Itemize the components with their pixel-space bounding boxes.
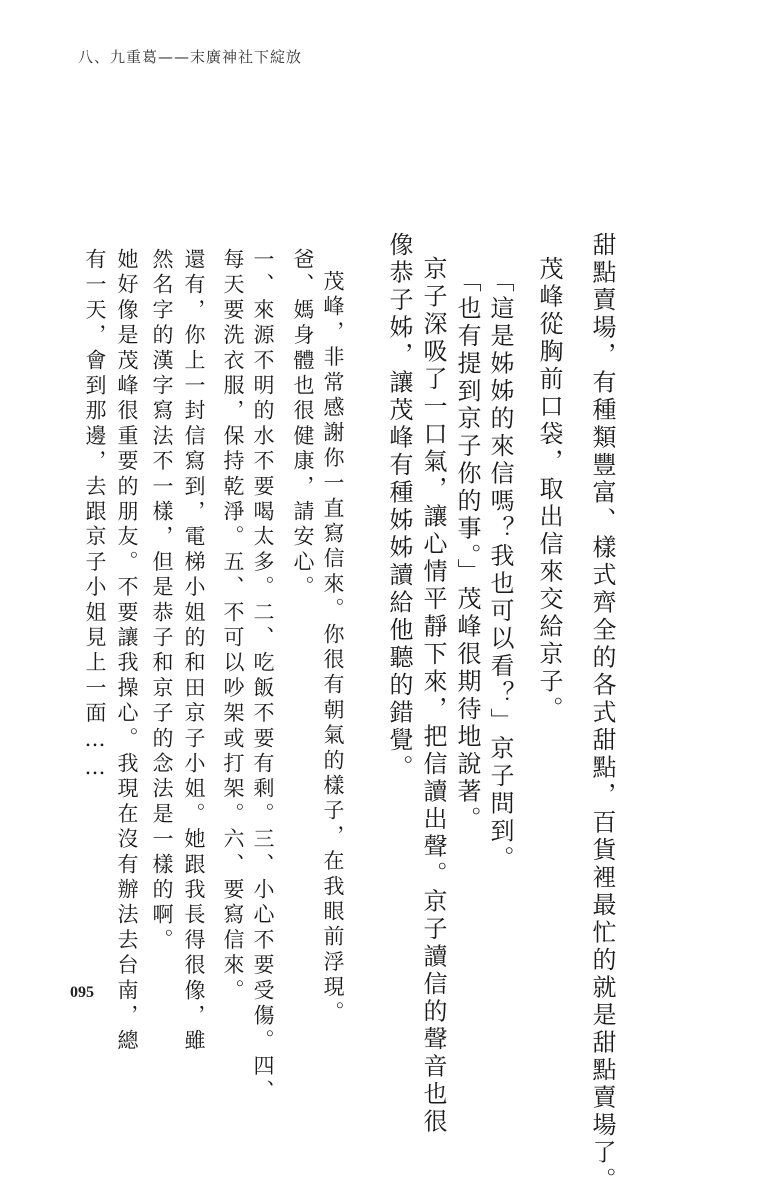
running-header: 八、九重葛——末廣神社下綻放 — [78, 48, 303, 66]
paragraph-column-1: 甜點賣場，有種類豐富、樣式齊全的各式甜點，百貨裡最忙的就是甜點賣場了。 — [588, 232, 616, 1195]
paragraph-column-4: 像恭子姊，讓茂峰有種姊姊讀給他聽的錯覺。 — [385, 232, 413, 782]
dialogue-column-2: 「也有提到京子你的事。」茂峰很期待地說著。 — [453, 268, 481, 834]
letter-column-8: 有一天，會到那邊，去跟京子小姐見上一面…… — [83, 248, 107, 784]
letter-column-4: 每天要洗衣服，保持乾淨。五、不可以吵架或打架。六、要寫信來。 — [221, 248, 245, 1004]
paragraph-column-3: 京子深吸了一口氣，讓心情平靜下來，把信讀出聲。京子讀信的聲音也很 — [419, 256, 447, 1136]
dialogue-column-1: 「這是姊姊的來信嗎？我也可以看？」京子問到。 — [486, 268, 514, 873]
letter-column-3: 一、來源不明的水不要喝太多。二、吃飯不要有剩。三、小心不要受傷。四、 — [251, 248, 275, 1105]
paragraph-column-2: 茂峰從胸前口袋，取出信來交給京子。 — [535, 256, 563, 724]
letter-column-5: 還有，你上一封信寫到，電梯小姐的和田京子小姐。她跟我長得很像，雖 — [182, 248, 206, 1055]
letter-column-1: 茂峰，非常感謝你一直寫信來。你很有朝氣的樣子，在我眼前浮現。 — [321, 270, 345, 1026]
letter-column-7: 她好像是茂峰很重要的朋友。不要讓我操心。我現在沒有辦法去台南，總 — [115, 248, 139, 1055]
page-number: 095 — [70, 984, 94, 1001]
letter-column-2: 爸、媽身體也很健康，請安心。 — [291, 248, 315, 601]
letter-column-6: 然名字的漢字寫法不一樣，但是恭子和京子的念法是一樣的啊。 — [150, 248, 174, 954]
